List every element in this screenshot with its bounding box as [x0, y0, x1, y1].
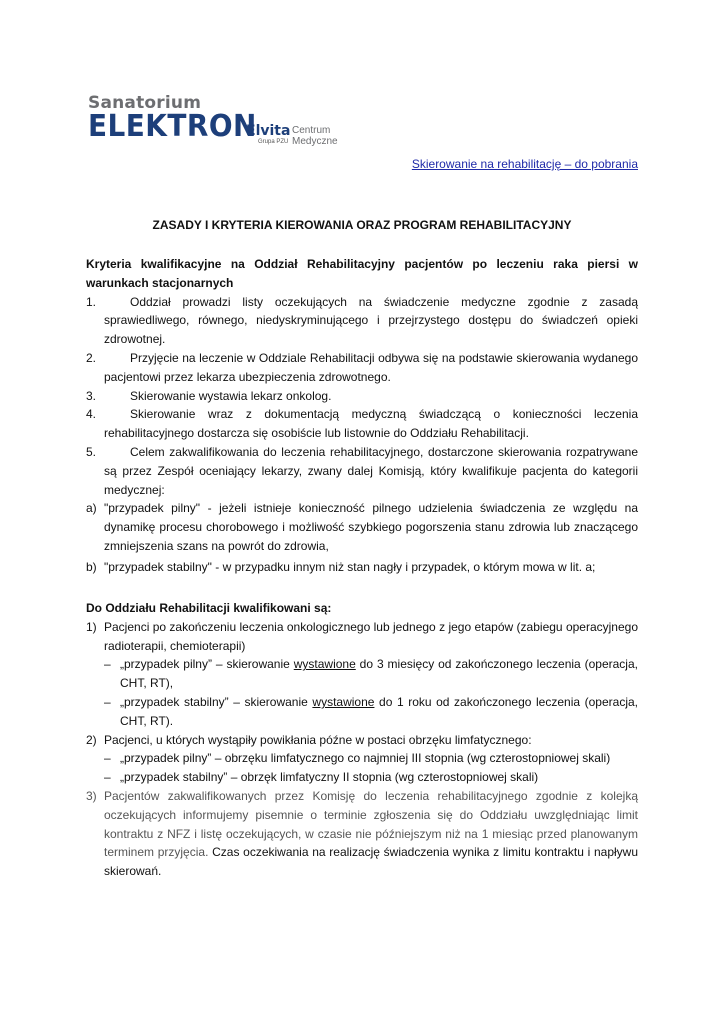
- criteria-item: [86, 443, 638, 499]
- elvita-centrum-line1: Centrum: [292, 125, 331, 136]
- sub-text: „przypadek stabilny” – obrzęk limfatyczny II stopnia (wg czterostopniowej skali): [120, 770, 539, 785]
- elvita-centrum-text: [292, 125, 338, 147]
- criteria-list: [86, 293, 638, 577]
- list-text: Celem zakwalifikowania do leczenia rehabilitacyjnego, dostarczone skierowania rozpatrywane są przez Zespół oceniający lekarzy, zwany dalej Komisją, który kwalifikuje pacjenta do kategorii medycznej:: [104, 444, 638, 497]
- download-referral-link[interactable]: Skierowanie na rehabilitację – do pobrania: [411, 157, 638, 171]
- section-qualification-criteria: [86, 255, 638, 577]
- elvita-name: Elvita: [246, 123, 291, 139]
- eligibility-item: [86, 731, 638, 750]
- list-number: 5.: [86, 444, 97, 459]
- list-number: 3): [86, 788, 97, 803]
- list-text: "przypadek stabilny" - w przypadku innym niż stan nagły i przypadek, o którym mowa w lit. a;: [104, 559, 596, 574]
- eligibility-item: [86, 618, 638, 656]
- sub-text-after: do 3 miesięcy od zakończonego leczenia (operacja, CHT, RT),: [120, 657, 638, 691]
- list-number: 1.: [86, 294, 97, 309]
- list-number: 2.: [86, 350, 97, 365]
- dash-marker: –: [104, 657, 111, 672]
- sub-text-after: do 1 roku od zakończonego leczenia (operacja, CHT, RT).: [120, 694, 638, 728]
- list-text: Skierowanie wystawia lekarz onkolog.: [130, 388, 332, 403]
- section-eligible-patients: [86, 599, 638, 881]
- criteria-item: [86, 405, 638, 443]
- criteria-item: [86, 349, 638, 387]
- list-letter: a): [86, 501, 97, 516]
- document-title: ZASADY I KRYTERIA KIEROWANIA ORAZ PROGRAM REHABILITACYJNY: [152, 218, 572, 232]
- sub-text-before: „przypadek pilny” – skierowanie: [120, 657, 294, 672]
- list-text: Pacjenci, u których wystąpiły powikłania późne w postaci obrzęku limfatycznego:: [104, 732, 532, 747]
- dash-marker: –: [104, 751, 111, 766]
- list-number: 2): [86, 732, 97, 747]
- dash-marker: –: [104, 770, 111, 785]
- list-text: Pacjenci po zakończeniu leczenia onkologicznego lub jednego z jego etapów (zabiegu operacyjnego radioterapii, chemioterapii): [104, 619, 638, 653]
- list-letter: b): [86, 559, 97, 574]
- elvita-logo: [246, 124, 290, 146]
- list-text-dark: Czas oczekiwania na realizację świadczenia wynika z limitu kontraktu i napływu skierowań.: [104, 845, 638, 879]
- list-number: 4.: [86, 407, 97, 422]
- sub-text-before: „przypadek stabilny” – skierowanie: [120, 694, 313, 709]
- category-item: [86, 499, 638, 555]
- list-text: Skierowanie wraz z dokumentacją medyczną świadczącą o konieczności leczenia rehabilitacyjnego dostarcza się osobiście lub listownie do Oddziału Rehabilitacji.: [104, 407, 638, 441]
- section2-heading: Do Oddziału Rehabilitacji kwalifikowani są:: [86, 601, 332, 615]
- sub-item: [86, 768, 638, 787]
- list-number: 1): [86, 619, 97, 634]
- criteria-item: [86, 293, 638, 349]
- logo-line-sanatorium: Sanatorium: [88, 93, 202, 113]
- sub-item: [86, 693, 638, 731]
- sub-text-underlined: wystawione: [312, 694, 375, 709]
- sanatorium-logo: [88, 94, 270, 142]
- elvita-centrum-line2: Medyczne: [292, 136, 338, 147]
- list-text-gray: Pacjentów zakwalifikowanych przez Komisję do leczenia rehabilitacyjnego zgodnie z kolejką oczekujących informujemy pisemnie o terminie zgłoszenia się do Oddziału uwzględniając limit kontraktu z NFZ i listę oczekujących, w czasie nie późniejszym niż na 1 miesiąc przed planowanym terminem przyjęcia.: [104, 788, 638, 860]
- section1-heading: Kryteria kwalifikacyjne na Oddział Rehabilitacyjny pacjentów po leczeniu raka piersi w warunkach stacjonarnych: [86, 257, 638, 290]
- list-number: 3.: [86, 388, 97, 403]
- sub-text-underlined: wystawione: [293, 657, 356, 672]
- list-text: Przyjęcie na leczenie w Oddziale Rehabilitacji odbywa się na podstawie skierowania wydanego pacjentowi przez lekarza ubezpieczenia zdrowotnego.: [104, 350, 638, 384]
- elvita-grupa: Grupa PZU: [258, 139, 289, 145]
- sub-text: „przypadek pilny” – obrzęku limfatycznego co najmniej III stopnia (wg czterostopniowej skali): [120, 751, 611, 766]
- list-text: "przypadek pilny" - jeżeli istnieje konieczność pilnego udzielenia świadczenia ze względu na dynamikę procesu chorobowego i możliwość szybkiego pogorszenia stanu zdrowia lub znaczącego zmniejszenia szans na powrót do zdrowia,: [104, 501, 638, 553]
- category-item: [86, 558, 638, 577]
- dash-marker: –: [104, 694, 111, 709]
- sub-item: [86, 655, 638, 693]
- sub-item: [86, 749, 638, 768]
- logo-line-elektron: ELEKTRON: [88, 109, 257, 144]
- list-text: Oddział prowadzi listy oczekujących na świadczenie medyczne zgodnie z zasadą sprawiedliwego, równego, niedyskryminującego i przejrzystego dostępu do świadczeń opieki zdrowotnej.: [104, 294, 638, 347]
- criteria-item: [86, 387, 638, 406]
- eligibility-item: [86, 787, 638, 881]
